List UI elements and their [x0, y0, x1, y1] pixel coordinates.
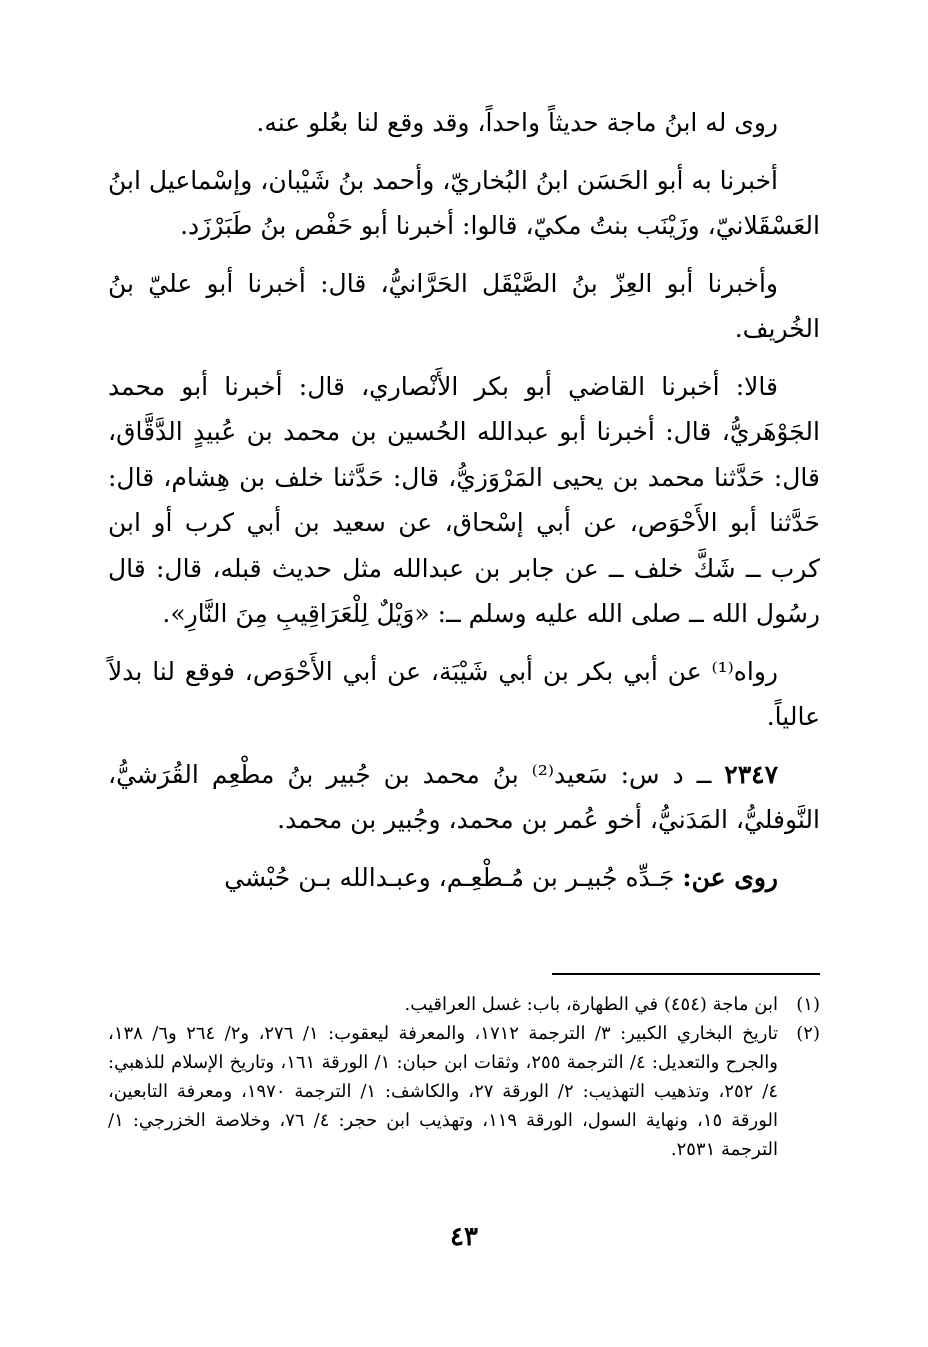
footnote-number: (١): [796, 994, 820, 1015]
narrated-from-label: روى عن:: [682, 862, 778, 892]
page-number: ٤٣: [450, 1222, 478, 1252]
footnotes: [108, 990, 820, 1164]
entry-number: ٢٣٤٧: [724, 759, 778, 789]
paragraph-1: روى له ابنُ ماجة حديثاً واحداً، وقد وقع لنا بعُلو عنه.: [256, 108, 778, 137]
footnote-1: [108, 990, 820, 1019]
footnote-2: [108, 1019, 820, 1164]
paragraph-4: قالا: أخبرنا القاضي أبو بكر الأَنْصاري، قال: أخبرنا أبو محمد الجَوْهَريُّ، قال: أخبرنا أبو عبدالله الحُسين بن محمد بن عُبيدٍ الدَّقَّاق، قال: حَدَّثنا محمد بن يحيى المَرْوَزيُّ، قال: حَدَّثنا خلف بن هِشام، قال: حَدَّثنا أبو الأَحْوَص، عن أبي إسْحاق، عن سعيد بن أبي كرب أو ابن كرب ــ شَكَّ خلف ــ عن جابر بن عبدالله مثل حديث قبله، قال: قال رسُول الله ــ صلى الله عليه وسلم ــ: «وَيْلٌ لِلْعَرَاقِيبِ مِنَ النَّارِ».: [108, 371, 820, 628]
paragraph-7: [108, 855, 820, 901]
narrated-from-text: جَـدِّه جُبيـر بن مُـطْعِـم، وعبـدالله بـن حُبْشي: [224, 862, 675, 892]
paragraph-3: وأخبرنا أبو العِزّ بنُ الصَّيْقَل الحَرَّانيُّ، قال: أخبرنا أبو عليّ بنُ الخُريف.: [108, 268, 820, 343]
footnote-number: (٢): [796, 1023, 820, 1044]
entry-text: ــ د س: سَعيد⁽²⁾ بنُ محمد بن جُبير بنُ مطْعِم القُرَشيُّ، النَّوفليُّ، المَدَنيُّ، أخو عُمر بن محمد، وجُبير بن محمد.: [108, 759, 820, 834]
paragraph-5: رواه⁽¹⁾ عن أبي بكر بن أبي شَيْبَة، عن أبي الأَحْوَص، فوقع لنا بدلاً عالياً.: [108, 656, 820, 731]
main-text: [108, 100, 820, 912]
paragraph-2: أخبرنا به أبو الحَسَن ابنُ البُخاريّ، وأحمد بنُ شَيْبان، وإسْماعيل ابنُ العَسْقَلانيّ، وزَيْنَب بنتُ مكيّ، قالوا: أخبرنا أبو حَفْص بنُ طَبَرْزَد.: [108, 165, 820, 240]
entry-2347: [108, 752, 820, 843]
footnote-text: تاريخ البخاري الكبير: ٣/ الترجمة ١٧١٢، والمعرفة ليعقوب: ١/ ٢٧٦، و٢/ ٢٦٤ و٦/ ١٣٨، والجرح والتعديل: ٤/ الترجمة ٢٥٥، وثقات ابن حبان: ١/ الورقة ١٦١، وتاريخ الإسلام للذهبي: ٤/ ٢٥٢، وتذهيب التهذيب: ٢/ الورقة ٢٧، والكاشف: ١/ الترجمة ١٩٧٠، ومعرفة التابعين، الورقة ١٥، ونهاية السول، الورقة ١١٩، وتهذيب ابن حجر: ٤/ ٧٦، وخلاصة الخزرجي: ١/ الترجمة ٢٥٣١.: [108, 1023, 778, 1160]
footnote-divider: [552, 973, 820, 975]
footnote-text: ابن ماجة (٤٥٤) في الطهارة، باب: غسل العراقيب.: [404, 994, 778, 1015]
